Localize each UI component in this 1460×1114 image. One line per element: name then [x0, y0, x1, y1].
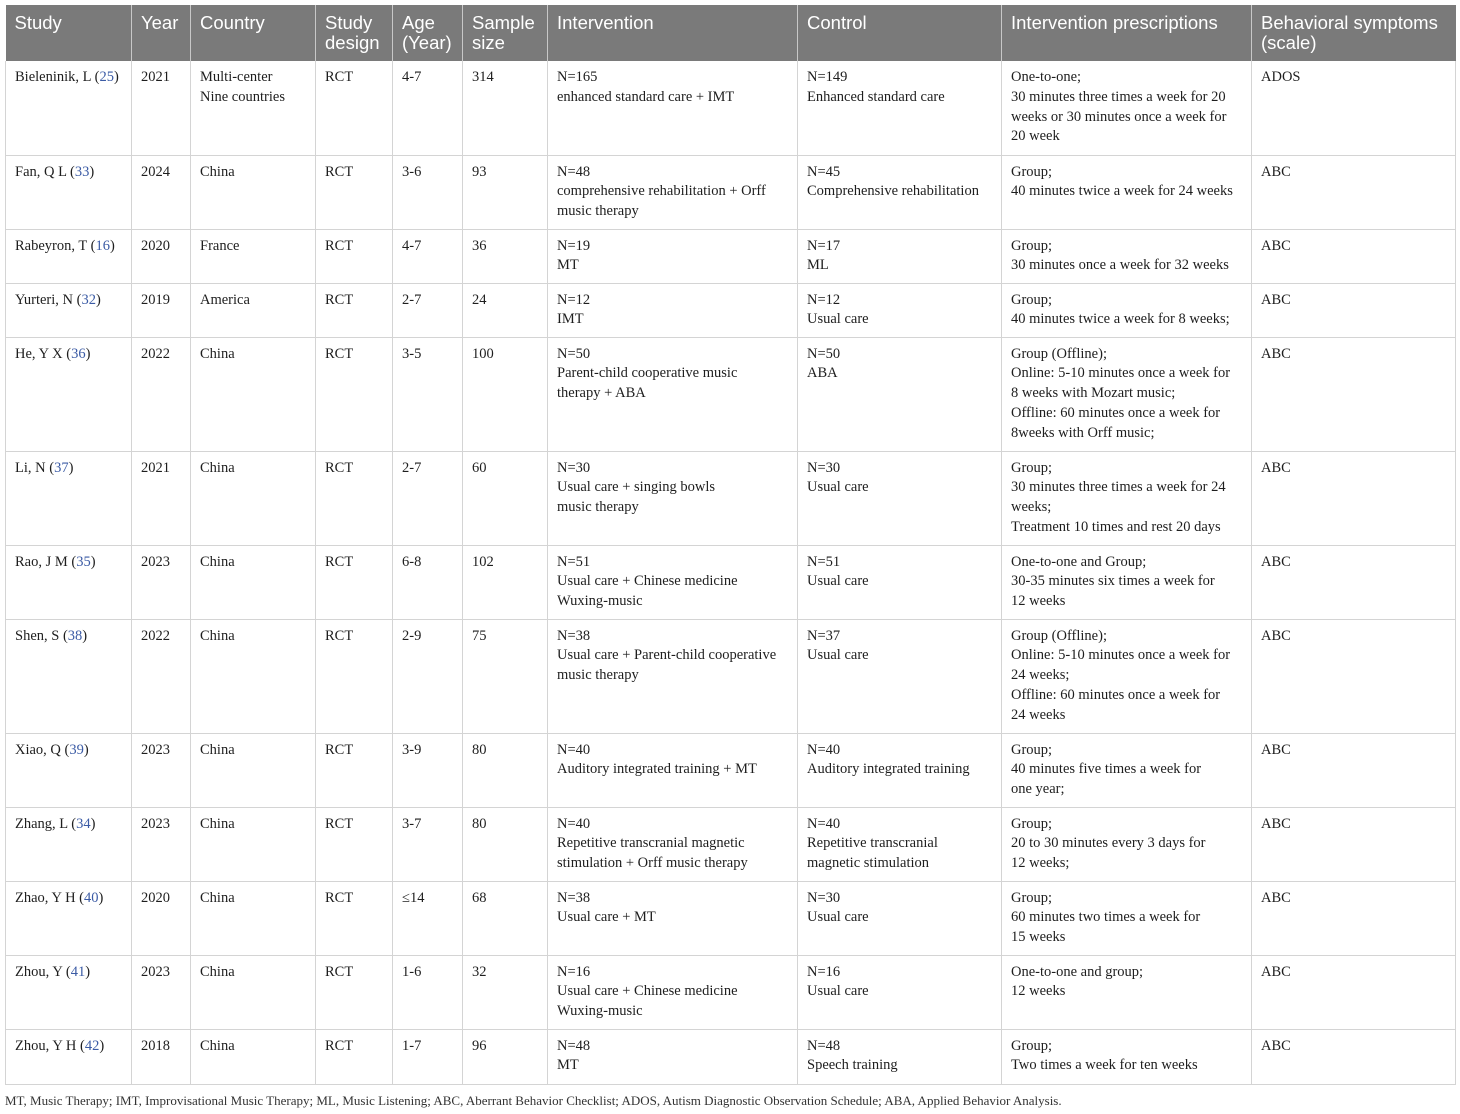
- cell-intervention-prescriptions-line: 20 to 30 minutes every 3 days for: [1011, 835, 1206, 852]
- cell-intervention-line: Wuxing-music: [557, 1003, 643, 1020]
- study-reference-link[interactable]: 38: [67, 627, 83, 644]
- cell-intervention-line: N=48: [557, 1037, 591, 1054]
- cell-intervention-line: MT: [557, 1057, 579, 1074]
- cell-intervention: [548, 451, 798, 545]
- study-author: Yurteri, N: [15, 291, 73, 308]
- cell-intervention-line: music therapy: [557, 667, 639, 684]
- study-author: Zhao, Y H: [15, 889, 76, 906]
- header-year: Year: [132, 5, 191, 61]
- cell-intervention-prescriptions-line: Group;: [1011, 237, 1053, 254]
- cell-intervention-prescriptions-line: 40 minutes twice a week for 24 weeks: [1011, 183, 1233, 200]
- cell-country-line: France: [200, 237, 240, 254]
- cell-control-line: Usual care: [807, 909, 869, 926]
- cell-control: [798, 337, 1002, 451]
- table-footnote: MT, Music Therapy; IMT, Improvisational Music Therapy; ML, Music Listening; ABC, Aberrant Behavior Checklist; ADOS, Autism Diagnostic Observation Schedule; ABA, Applied Behavior Analysis.: [5, 1093, 1062, 1108]
- cell-study-design: RCT: [316, 881, 393, 955]
- cell-intervention-prescriptions: [1002, 545, 1252, 619]
- cell-intervention-prescriptions-line: 8weeks with Orff music;: [1011, 424, 1155, 441]
- study-reference-link[interactable]: 16: [95, 237, 110, 254]
- cell-control-line: N=149: [807, 69, 848, 85]
- cell-intervention-line: Usual care + singing bowls: [557, 479, 715, 496]
- cell-country-line: China: [200, 741, 235, 758]
- table-row: [6, 955, 1456, 1029]
- cell-intervention-line: Usual care + Chinese medicine: [557, 983, 738, 1000]
- cell-age: 6-8: [393, 545, 463, 619]
- header-study: Study: [6, 5, 132, 61]
- table-row: [6, 229, 1456, 283]
- cell-intervention-prescriptions-line: 40 minutes twice a week for 8 weeks;: [1011, 311, 1230, 328]
- table-row: [6, 619, 1456, 733]
- cell-control-line: N=30: [807, 459, 841, 476]
- cell-country-line: China: [200, 1037, 235, 1054]
- cell-control-line: magnetic stimulation: [807, 855, 930, 872]
- table-row: [6, 155, 1456, 229]
- cell-country-line: China: [200, 459, 235, 476]
- cell-control: [798, 229, 1002, 283]
- cell-intervention-prescriptions-line: one year;: [1011, 781, 1065, 798]
- cell-control: [798, 881, 1002, 955]
- cell-intervention-prescriptions-line: Group;: [1011, 163, 1053, 180]
- header-control: Control: [798, 5, 1002, 61]
- cell-control-line: N=37: [807, 627, 841, 644]
- cell-intervention-prescriptions: [1002, 881, 1252, 955]
- study-reference-link[interactable]: 36: [71, 345, 86, 362]
- cell-control-line: N=40: [807, 815, 841, 832]
- cell-age: 3-5: [393, 337, 463, 451]
- cell-intervention-prescriptions: [1002, 229, 1252, 283]
- cell-intervention-prescriptions-line: Group;: [1011, 291, 1053, 308]
- cell-intervention-prescriptions-line: 40 minutes five times a week for: [1011, 761, 1202, 778]
- cell-intervention-prescriptions: [1002, 451, 1252, 545]
- cell-intervention: [548, 881, 798, 955]
- cell-intervention-prescriptions-line: 24 weeks;: [1011, 667, 1070, 684]
- cell-country: [191, 545, 316, 619]
- cell-year: 2018: [132, 1029, 191, 1084]
- study-author: Zhou, Y H: [15, 1037, 77, 1054]
- cell-study-design: RCT: [316, 337, 393, 451]
- cell-study: Zhao, Y H (40): [6, 881, 132, 955]
- cell-country-line: China: [200, 553, 235, 570]
- cell-year: 2020: [132, 229, 191, 283]
- cell-control-line: ABA: [807, 365, 838, 382]
- cell-control-line: Auditory integrated training: [807, 761, 970, 778]
- study-reference-link[interactable]: 34: [76, 815, 91, 832]
- cell-country: [191, 807, 316, 881]
- cell-control-line: Usual care: [807, 647, 869, 664]
- cell-year: 2019: [132, 283, 191, 337]
- cell-intervention-line: N=12: [557, 291, 591, 308]
- study-reference-link[interactable]: 40: [84, 889, 99, 906]
- table-row: [6, 337, 1456, 451]
- study-author: Rao, J M: [15, 553, 68, 570]
- cell-country-line: China: [200, 163, 235, 180]
- cell-control-line: N=51: [807, 553, 841, 570]
- cell-intervention: [548, 229, 798, 283]
- cell-intervention-line: N=51: [557, 553, 591, 570]
- cell-intervention-prescriptions: [1002, 619, 1252, 733]
- cell-behavioral-scale: ABC: [1252, 955, 1456, 1029]
- cell-study: Rabeyron, T (16): [6, 229, 132, 283]
- cell-control: [798, 61, 1002, 155]
- cell-country-line: China: [200, 345, 235, 362]
- cell-control-line: Usual care: [807, 479, 869, 496]
- cell-intervention-prescriptions: [1002, 337, 1252, 451]
- cell-intervention-prescriptions-line: weeks;: [1011, 499, 1052, 516]
- cell-behavioral-scale: ABC: [1252, 283, 1456, 337]
- cell-intervention-prescriptions-line: weeks or 30 minutes once a week for: [1011, 108, 1227, 125]
- cell-year: 2021: [132, 61, 191, 155]
- cell-study-design: RCT: [316, 619, 393, 733]
- cell-behavioral-scale: ADOS: [1252, 61, 1456, 155]
- cell-year: 2021: [132, 451, 191, 545]
- table-row: [6, 733, 1456, 807]
- cell-intervention-prescriptions-line: 20 week: [1011, 128, 1060, 145]
- cell-sample-size: 100: [463, 337, 548, 451]
- table-row: [6, 451, 1456, 545]
- cell-country: [191, 881, 316, 955]
- cell-age: 4-7: [393, 229, 463, 283]
- header-country: Country: [191, 5, 316, 61]
- cell-intervention-line: MT: [557, 257, 579, 274]
- cell-sample-size: 93: [463, 155, 548, 229]
- cell-intervention-prescriptions-line: Group;: [1011, 741, 1053, 758]
- study-author: Shen, S: [15, 627, 60, 644]
- cell-age: 3-9: [393, 733, 463, 807]
- cell-intervention-prescriptions-line: 8 weeks with Mozart music;: [1011, 385, 1176, 402]
- cell-age: 4-7: [393, 61, 463, 155]
- cell-intervention: [548, 1029, 798, 1084]
- cell-control: [798, 733, 1002, 807]
- table-row: [6, 807, 1456, 881]
- cell-control-line: Speech training: [807, 1057, 898, 1074]
- cell-control-line: N=45: [807, 163, 841, 180]
- cell-behavioral-scale: ABC: [1252, 619, 1456, 733]
- cell-control: [798, 1029, 1002, 1084]
- cell-year: 2023: [132, 807, 191, 881]
- cell-control-line: Usual care: [807, 573, 869, 590]
- cell-intervention-prescriptions: [1002, 61, 1252, 155]
- cell-intervention-line: N=48: [557, 163, 591, 180]
- cell-country: [191, 619, 316, 733]
- cell-study-design: RCT: [316, 61, 393, 155]
- header-behavioral-symptoms: Behavioral symptoms (scale): [1252, 5, 1456, 61]
- cell-intervention-prescriptions-line: 15 weeks: [1011, 929, 1066, 946]
- cell-study: Zhou, Y (41): [6, 955, 132, 1029]
- cell-control: [798, 807, 1002, 881]
- cell-intervention-line: N=30: [557, 459, 591, 476]
- cell-age: 1-7: [393, 1029, 463, 1084]
- study-author: Bieleninik, L: [15, 69, 91, 85]
- cell-study-design: RCT: [316, 545, 393, 619]
- cell-control-line: Repetitive transcranial: [807, 835, 938, 852]
- cell-study-design: RCT: [316, 451, 393, 545]
- cell-age: 2-9: [393, 619, 463, 733]
- cell-sample-size: 36: [463, 229, 548, 283]
- cell-intervention: [548, 807, 798, 881]
- cell-country: [191, 337, 316, 451]
- study-author: Li, N: [15, 459, 46, 476]
- cell-intervention-line: Parent-child cooperative music: [557, 365, 738, 382]
- cell-age: 3-6: [393, 155, 463, 229]
- cell-country-line: China: [200, 815, 235, 832]
- cell-intervention-prescriptions-line: 30 minutes three times a week for 20: [1011, 88, 1226, 105]
- study-reference-link[interactable]: 41: [70, 963, 86, 980]
- cell-intervention-line: N=50: [557, 345, 591, 362]
- cell-intervention-line: Auditory integrated training + MT: [557, 761, 757, 778]
- cell-study-design: RCT: [316, 807, 393, 881]
- cell-intervention: [548, 619, 798, 733]
- cell-intervention-line: IMT: [557, 311, 584, 328]
- cell-country-line: China: [200, 889, 235, 906]
- cell-country: [191, 61, 316, 155]
- cell-sample-size: 24: [463, 283, 548, 337]
- table-row: [6, 881, 1456, 955]
- cell-intervention: [548, 337, 798, 451]
- cell-behavioral-scale: ABC: [1252, 545, 1456, 619]
- cell-year: 2022: [132, 337, 191, 451]
- cell-behavioral-scale: ABC: [1252, 881, 1456, 955]
- cell-control-line: Usual care: [807, 311, 869, 328]
- cell-control-line: N=12: [807, 291, 841, 308]
- study-reference-link[interactable]: 42: [84, 1037, 100, 1054]
- cell-control-line: N=16: [807, 963, 841, 980]
- cell-control-line: N=40: [807, 741, 841, 758]
- cell-intervention-line: therapy + ABA: [557, 385, 646, 402]
- cell-intervention-prescriptions: [1002, 1029, 1252, 1084]
- cell-control: [798, 155, 1002, 229]
- cell-country-line: Nine countries: [200, 88, 285, 105]
- header-age: Age (Year): [393, 5, 463, 61]
- cell-sample-size: 68: [463, 881, 548, 955]
- header-intervention-prescriptions: Intervention prescriptions: [1002, 5, 1252, 61]
- cell-sample-size: 60: [463, 451, 548, 545]
- cell-intervention-line: Usual care + MT: [557, 909, 656, 926]
- cell-intervention-prescriptions: [1002, 807, 1252, 881]
- cell-study: Fan, Q L (33): [6, 155, 132, 229]
- cell-study: Xiao, Q (39): [6, 733, 132, 807]
- cell-intervention-prescriptions-line: Offline: 60 minutes once a week for: [1011, 404, 1221, 421]
- cell-intervention-prescriptions-line: 30-35 minutes six times a week for: [1011, 573, 1215, 590]
- cell-year: 2020: [132, 881, 191, 955]
- cell-intervention-prescriptions: [1002, 733, 1252, 807]
- cell-study-design: RCT: [316, 229, 393, 283]
- cell-intervention-prescriptions-line: One-to-one and Group;: [1011, 553, 1147, 570]
- cell-intervention-line: Usual care + Chinese medicine: [557, 573, 738, 590]
- cell-year: 2023: [132, 955, 191, 1029]
- cell-intervention-line: N=38: [557, 627, 591, 644]
- cell-sample-size: 96: [463, 1029, 548, 1084]
- cell-control-line: Enhanced standard care: [807, 88, 945, 105]
- cell-sample-size: 80: [463, 807, 548, 881]
- table-row: [6, 1029, 1456, 1084]
- cell-behavioral-scale: ABC: [1252, 807, 1456, 881]
- cell-study: He, Y X (36): [6, 337, 132, 451]
- cell-intervention-prescriptions-line: One-to-one;: [1011, 69, 1082, 85]
- cell-behavioral-scale: ABC: [1252, 155, 1456, 229]
- cell-country-line: Multi-center: [200, 69, 273, 85]
- cell-intervention-prescriptions-line: 24 weeks: [1011, 706, 1066, 723]
- cell-intervention-prescriptions-line: 12 weeks;: [1011, 855, 1070, 872]
- cell-intervention-line: N=19: [557, 237, 591, 254]
- cell-intervention-line: music therapy: [557, 203, 639, 220]
- cell-intervention-prescriptions: [1002, 155, 1252, 229]
- cell-control-line: N=17: [807, 237, 841, 254]
- cell-sample-size: 102: [463, 545, 548, 619]
- cell-intervention-prescriptions: [1002, 955, 1252, 1029]
- cell-year: 2023: [132, 545, 191, 619]
- cell-intervention-line: stimulation + Orff music therapy: [557, 855, 748, 872]
- study-author: He, Y X: [15, 345, 63, 362]
- cell-age: 3-7: [393, 807, 463, 881]
- cell-study-design: RCT: [316, 155, 393, 229]
- header-sample-size: Sample size: [463, 5, 548, 61]
- table-container: [5, 5, 1455, 1085]
- cell-intervention-line: comprehensive rehabilitation + Orff: [557, 183, 766, 200]
- cell-study: Rao, J M (35): [6, 545, 132, 619]
- cell-intervention-prescriptions-line: 12 weeks: [1011, 593, 1066, 610]
- cell-intervention-line: Wuxing-music: [557, 593, 643, 610]
- cell-study: Zhou, Y H (42): [6, 1029, 132, 1084]
- cell-intervention-prescriptions-line: One-to-one and group;: [1011, 963, 1144, 980]
- cell-control: [798, 451, 1002, 545]
- studies-table: [5, 5, 1456, 1085]
- cell-control-line: Comprehensive rehabilitation: [807, 183, 979, 200]
- cell-control: [798, 545, 1002, 619]
- cell-country-line: America: [200, 291, 250, 308]
- cell-year: 2022: [132, 619, 191, 733]
- cell-intervention-prescriptions-line: Online: 5-10 minutes once a week for: [1011, 647, 1231, 664]
- cell-control: [798, 955, 1002, 1029]
- cell-country-line: China: [200, 963, 235, 980]
- cell-control-line: N=30: [807, 889, 841, 906]
- study-reference-link[interactable]: 32: [81, 291, 96, 308]
- cell-intervention-prescriptions-line: Group;: [1011, 889, 1053, 906]
- cell-study-design: RCT: [316, 1029, 393, 1084]
- cell-year: 2024: [132, 155, 191, 229]
- cell-control-line: ML: [807, 257, 829, 274]
- cell-study-design: RCT: [316, 283, 393, 337]
- cell-control-line: N=50: [807, 345, 841, 362]
- study-reference-link[interactable]: 35: [76, 553, 91, 570]
- cell-study: Yurteri, N (32): [6, 283, 132, 337]
- study-author: Rabeyron, T: [15, 237, 87, 254]
- cell-intervention-line: N=38: [557, 889, 591, 906]
- table-row: [6, 545, 1456, 619]
- header-study-design: Study design: [316, 5, 393, 61]
- cell-age: 2-7: [393, 451, 463, 545]
- cell-intervention-prescriptions-line: Two times a week for ten weeks: [1011, 1057, 1198, 1074]
- cell-study: Zhang, L (34): [6, 807, 132, 881]
- cell-intervention: [548, 283, 798, 337]
- cell-control-line: N=48: [807, 1037, 841, 1054]
- cell-intervention-prescriptions-line: 60 minutes two times a week for: [1011, 909, 1201, 926]
- cell-study: Shen, S (38): [6, 619, 132, 733]
- cell-sample-size: 80: [463, 733, 548, 807]
- cell-study: Li, N (37): [6, 451, 132, 545]
- cell-control-line: Usual care: [807, 983, 869, 1000]
- study-author: Xiao, Q: [15, 741, 61, 758]
- cell-intervention-prescriptions-line: Group;: [1011, 1037, 1053, 1054]
- cell-study-design: RCT: [316, 955, 393, 1029]
- cell-intervention-line: N=16: [557, 963, 591, 980]
- cell-intervention-line: N=40: [557, 741, 591, 758]
- cell-age: ≤14: [393, 881, 463, 955]
- study-author: Fan, Q L: [15, 163, 67, 180]
- cell-country: [191, 283, 316, 337]
- cell-country: [191, 1029, 316, 1084]
- cell-sample-size: 75: [463, 619, 548, 733]
- cell-intervention-prescriptions-line: Group;: [1011, 815, 1053, 832]
- cell-intervention-line: N=40: [557, 815, 591, 832]
- table-row: [6, 61, 1456, 155]
- cell-country: [191, 733, 316, 807]
- cell-intervention-prescriptions-line: Group;: [1011, 459, 1053, 476]
- cell-behavioral-scale: ABC: [1252, 451, 1456, 545]
- cell-intervention-prescriptions-line: 12 weeks: [1011, 983, 1066, 1000]
- cell-intervention-line: Usual care + Parent-child cooperative: [557, 647, 777, 664]
- cell-study-design: RCT: [316, 733, 393, 807]
- cell-sample-size: 32: [463, 955, 548, 1029]
- cell-country: [191, 155, 316, 229]
- cell-sample-size: 314: [463, 61, 548, 155]
- cell-intervention-prescriptions-line: 30 minutes three times a week for 24: [1011, 479, 1226, 496]
- study-author: Zhang, L: [15, 815, 68, 832]
- study-reference-link[interactable]: 33: [74, 163, 90, 180]
- cell-behavioral-scale: ABC: [1252, 1029, 1456, 1084]
- study-reference-link[interactable]: 37: [54, 459, 69, 476]
- cell-intervention-prescriptions: [1002, 283, 1252, 337]
- cell-intervention-line: enhanced standard care + IMT: [557, 88, 735, 105]
- cell-intervention-line: N=165: [557, 69, 598, 85]
- study-author: Zhou, Y: [15, 963, 63, 980]
- cell-age: 2-7: [393, 283, 463, 337]
- study-reference-link[interactable]: 39: [69, 741, 84, 758]
- cell-control: [798, 619, 1002, 733]
- header-intervention: Intervention: [548, 5, 798, 61]
- cell-age: 1-6: [393, 955, 463, 1029]
- table-row: [6, 283, 1456, 337]
- cell-study: Bieleninik, L (25): [6, 61, 132, 155]
- cell-intervention-line: Repetitive transcranial magnetic: [557, 835, 745, 852]
- cell-control: [798, 283, 1002, 337]
- cell-intervention: [548, 61, 798, 155]
- study-reference-link[interactable]: 25: [99, 69, 114, 85]
- cell-intervention-line: music therapy: [557, 499, 639, 516]
- cell-behavioral-scale: ABC: [1252, 337, 1456, 451]
- cell-intervention-prescriptions-line: Treatment 10 times and rest 20 days: [1011, 518, 1221, 535]
- cell-country: [191, 955, 316, 1029]
- cell-intervention-prescriptions-line: Offline: 60 minutes once a week for: [1011, 686, 1221, 703]
- cell-country: [191, 451, 316, 545]
- cell-intervention-prescriptions-line: Group (Offline);: [1011, 345, 1107, 362]
- cell-intervention-prescriptions-line: 30 minutes once a week for 32 weeks: [1011, 257, 1229, 274]
- cell-intervention: [548, 155, 798, 229]
- cell-intervention-prescriptions-line: Group (Offline);: [1011, 627, 1107, 644]
- header-row: [6, 5, 1456, 61]
- cell-behavioral-scale: ABC: [1252, 229, 1456, 283]
- cell-behavioral-scale: ABC: [1252, 733, 1456, 807]
- cell-country-line: China: [200, 627, 235, 644]
- cell-year: 2023: [132, 733, 191, 807]
- cell-intervention: [548, 545, 798, 619]
- cell-intervention-prescriptions-line: Online: 5-10 minutes once a week for: [1011, 365, 1231, 382]
- cell-intervention: [548, 955, 798, 1029]
- cell-intervention: [548, 733, 798, 807]
- cell-country: [191, 229, 316, 283]
